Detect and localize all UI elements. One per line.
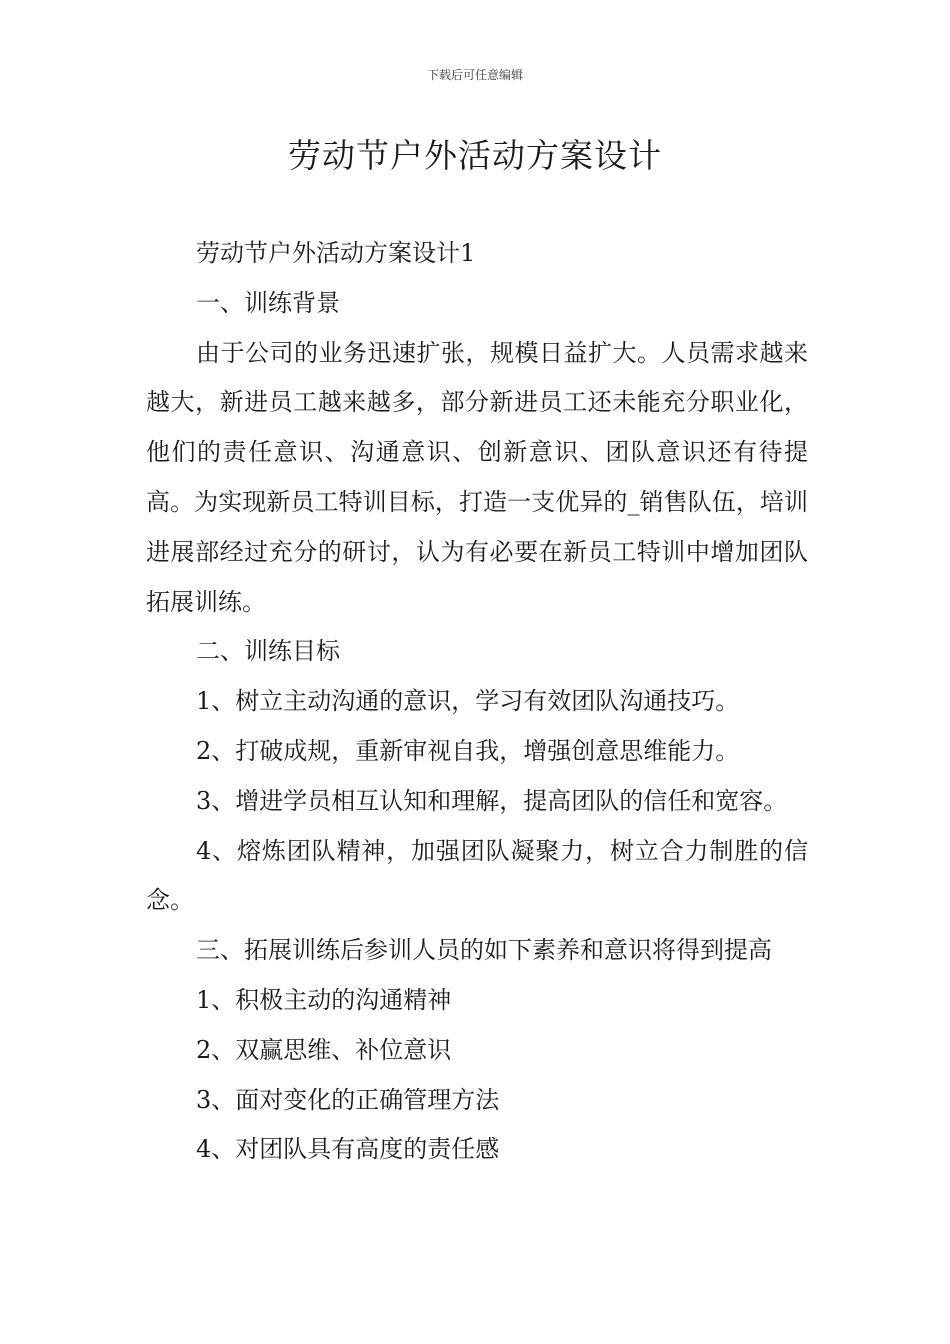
document-title: 劳动节户外活动方案设计: [288, 136, 662, 175]
list-item: 1、树立主动沟通的意识，学习有效团队沟通技巧。: [196, 687, 740, 716]
list-item: 2、双赢思维、补位意识: [196, 1035, 452, 1064]
list-item: 3、增进学员相互认知和理解，提高团队的信任和宽容。: [196, 786, 788, 815]
list-item: 4、熔炼团队精神，加强团队凝聚力，树立合力制胜的信念。: [146, 836, 808, 915]
header-note: 下载后可任意编辑: [426, 68, 523, 82]
list-item: 1、积极主动的沟通精神: [196, 985, 452, 1014]
document-body: [146, 229, 808, 1175]
subsection-heading: 三、拓展训练后参训人员的如下素养和意识将得到提高: [196, 936, 772, 965]
subsection-heading: 一、训练背景: [196, 288, 340, 317]
list-item: 4、对团队具有高度的责任感: [196, 1135, 500, 1164]
section-heading: 劳动节户外活动方案设计1: [196, 239, 476, 267]
list-item: 2、打破成规，重新审视自我，增强创意思维能力。: [196, 736, 740, 765]
list-item: 3、面对变化的正确管理方法: [196, 1085, 500, 1114]
body-paragraph: 由于公司的业务迅速扩张，规模日益扩大。人员需求越来越大，新进员工越来越多，部分新进员工还未能充分职业化，他们的责任意识、沟通意识、创新意识、团队意识还有待提高。为实现新员工特训目标，打造一支优异的_销售队伍，培训进展部经过充分的研讨，认为有必要在新员工特训中增加团队拓展训练。: [146, 338, 808, 616]
subsection-heading: 二、训练目标: [196, 637, 340, 666]
